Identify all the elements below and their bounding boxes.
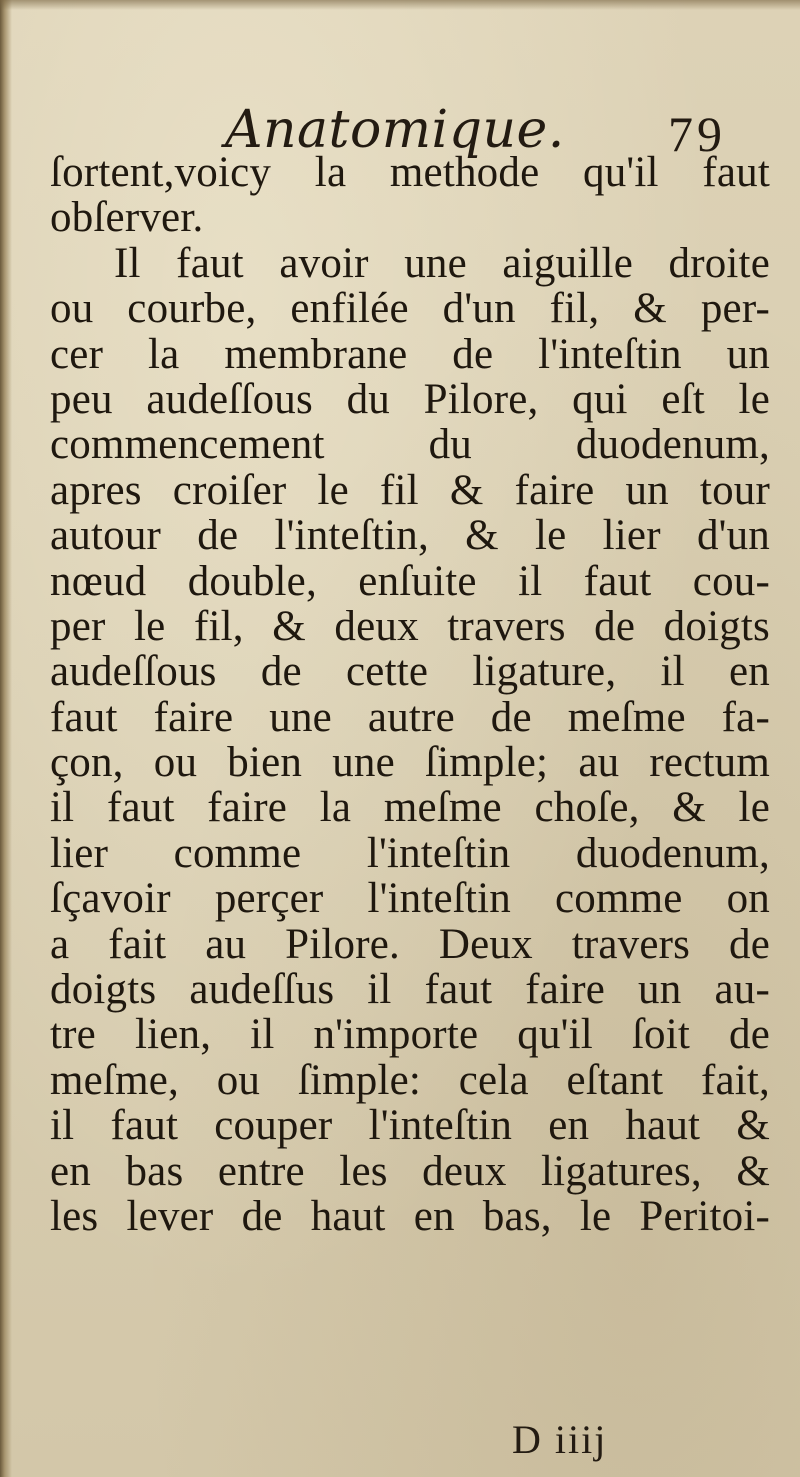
text-line-1: ſortent,voicy la methode qu'il faut [50,149,770,196]
text-line-13: faut faire une autre de meſme fa- [50,693,770,741]
text-line-16: lier comme l'inteſtin duodenum, [50,829,770,877]
text-line-22: il faut couper l'inteſtin en haut & [50,1102,770,1150]
text-line-19: doigts audeſſus il faut faire un au- [50,966,770,1014]
text-line-4: ou courbe, enfilée d'un fil, & per- [50,285,770,333]
page-binding-shadow [0,0,12,1477]
text-line-7: commencement du duodenum, [50,421,770,469]
running-title: Anatomique. [225,100,565,160]
text-line-8: apres croiſer le fil & faire un tour [50,466,770,514]
page-number: 79 [668,106,726,162]
text-line-18: a fait au Pilore. Deux travers de [50,920,770,968]
text-line-23: en bas entre les deux ligatures, & [50,1147,770,1195]
text-line-17: ſçavoir perçer l'inteſtin comme on [50,875,770,923]
text-line-3: Il faut avoir une aiguille droite [114,239,770,287]
text-line-5: cer la membrane de l'inteſtin un [50,330,770,378]
text-line-24: les lever de haut en bas, le Peritoi- [50,1192,770,1240]
text-line-10: nœud double, enſuite il faut cou- [50,557,770,605]
page-top-shadow [0,0,800,10]
text-line-20: tre lien, il n'importe qu'il ſoit de [50,1011,770,1059]
text-line-11: per le fil, & deux travers de doigts [50,602,770,650]
text-line-9: autour de l'inteſtin, & le lier d'un [50,512,770,560]
text-line-14: çon, ou bien une ſimple; au rectum [50,739,770,787]
text-line-15: il faut faire la meſme choſe, & le [50,784,770,832]
text-line-6: peu audeſſous du Pilore, qui eſt le [50,375,770,423]
text-line-21: meſme, ou ſimple: cela eſtant fait, [50,1056,770,1104]
text-line-2: obſerver. [50,194,204,242]
body-text [50,150,770,1239]
signature-mark: D iiij [512,1417,608,1462]
text-line-12: audeſſous de cette ligature, il en [50,648,770,696]
